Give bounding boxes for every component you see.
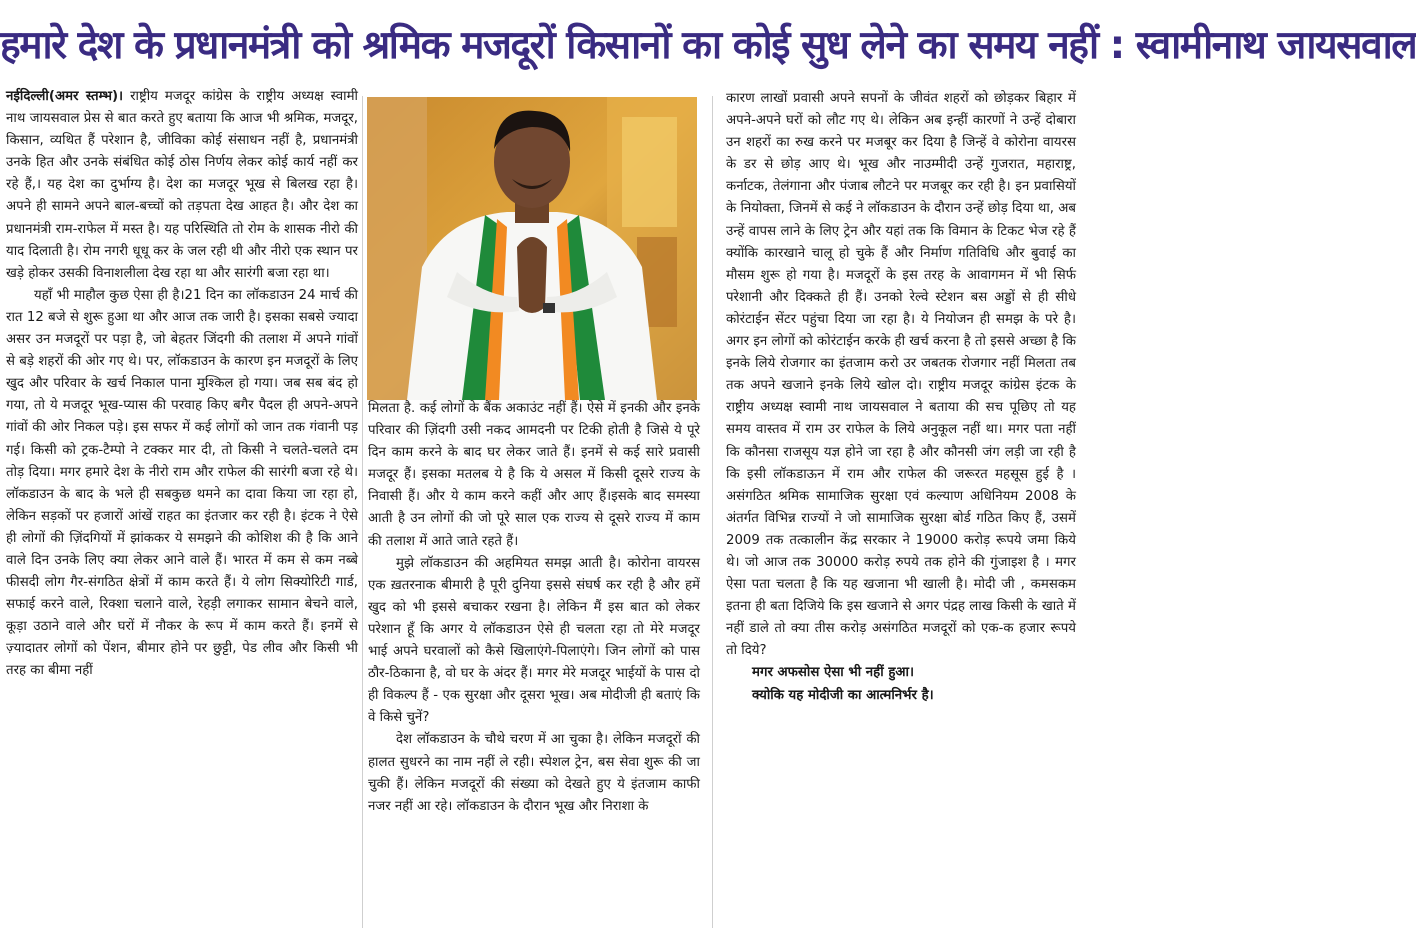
article-column-middle <box>368 398 700 932</box>
paragraph: यहाँ भी माहौल कुछ ऐसा ही है।21 दिन का लॉकडाउन 24 मार्च की रात 12 बजे से शुरू हुआ था और आज तक जारी है। इसका सबसे ज्यादा असर उन मजदूरों पर पड़ा है, जो बेहतर जिंदगी की तलाश में अपने गांवों से बड़े शहरों की ओर गए थे। पर, लॉकडाउन के कारण इन मजदूरों के लिए खुद और परिवार के खर्च निकाल पाना मुश्किल हो गया। जब सब बंद हो गया, तो ये मजदूर भूख-प्यास की परवाह किए बगैर पैदल ही अपने-अपने गांवों की ओर निकल पड़े। इस सफर में कई लोगों को जान तक गंवानी पड़ गई। किसी को ट्रक-टैम्पो ने टक्कर मार दी, तो किसी ने चलते-चलते दम तोड़ दिया। मगर हमारे देश के नीरो राम और राफेल की सारंगी बजा रहे थे। लॉकडाउन के बाद के भले ही सबकुछ थमने का दावा किया जा रहा हो, लेकिन सड़कों पर हजारों आंखें राहत का इंतजार कर रही है। इंटक ने ऐसे ही लोगों की ज़िंदगियों में झांककर ये समझने की कोशिश की है कि आने वाले दिन उनके लिए क्या लेकर आने वाले हैं। भारत में कम से कम नब्बे फीसदी लोग गैर-संगठित क्षेत्रों में काम करते हैं। ये लोग सिक्योरिटी गार्ड, सफाई करने वाले, रिक्शा चलाने वाले, रेहड़ी लगाकर सामान बेचने वाले, कूड़ा उठाने वाले और घरों में नौकर के रूप में काम करते हैं। इनमें से ज़्यादातर लोगों को पेंशन, बीमार होने पर छुट्टी, पेड लीव और किसी भी तरह का बीमा नहीं <box>6 287 358 679</box>
headline: हमारे देश के प्रधानमंत्री को श्रमिक मजदूरों किसानों का कोई सुध लेने का समय नहीं : स्वामीनाथ जायसवाल <box>0 23 1416 68</box>
article-column-right <box>726 88 1076 934</box>
closing-line: मगर अफसोस ऐसा भी नहीं हुआ। <box>752 665 915 681</box>
paragraph: कारण लाखों प्रवासी अपने सपनों के जीवंत शहरों को छोड़कर बिहार में अपने-अपने घरों को लौट गए थे। लेकिन अब इन्हीं कारणों ने उन्हें दोबारा उन शहरों का रुख करने पर मजबूर कर दिया है जिन्हें वे कोरोना वायरस के डर से छोड़ आए थे। भूख और नाउम्मीदी उन्हें गुजरात, महाराष्ट्र, कर्नाटक, तेलंगाना और पंजाब लौटने पर मजबूर कर रही है। इन प्रवासियों के नियोक्ता, जिनमें से कई ने लॉकडाउन के दौरान उन्हें छोड़ दिया था, अब उन्हें वापस लाने के लिए ट्रेन और यहां तक कि विमान के टिकट भेज रहे हैं क्योंकि कारखाने चालू हो चुके हैं और निर्माण गतिविधि और बुवाई का मौसम शुरू हो गया है। मजदूरों के इस तरह के आवागमन में भी सिर्फ परेशानी और दिक्कते ही हैं। उनको रेल्वे स्टेशन बस अड्डों से ही सीधे कोरंटाईन सेंटर पहुंचा दिया जा रहा है। ये नियोजन ही समझ के परे है। अगर इन लोगों को कोरंटाईन करके ही खर्च करना है तो इससे अच्छा है कि इनके लिये रोजगार का इंतजाम करो उर जबतक रोजगार नहीं मिलता तब तक अपने खजाने इनके लिये खोल दो। राष्ट्रीय मजदूर कांग्रेस इंटक के राष्ट्रीय अध्यक्ष स्वामी नाथ जायसवाल ने बताया की सच पूछिए तो यह समय वास्तव में राम उर राफेल के लिये अनुकूल नहीं था। मगर पता नहीं कि कौनसा राजसूय यज्ञ होने जा रहा है और कौनसी जंग लड़ी जा रही है कि इसी लॉकडाऊन में राम और राफेल की जरूरत महसूस हुई है । असंगठित श्रमिक सामाजिक सुरक्षा एवं कल्याण अधिनियम 2008 के अंतर्गत विभिन्न राज्यों ने जो सामाजिक सुरक्षा बोर्ड गठित किए हैं, उसमें 2009 तक तत्कालीन केंद्र सरकार ने 19000 करोड़ रूपये जमा किये थे। जो आज तक 30000 करोड़ रुपये तक होने की गुंजाइश है । मगर ऐसा पता चलता है कि यह खजाना भी खाली है। मोदी जी , कमसकम इतना ही बता दिजिये कि इस खजाने से अगर पंद्रह लाख किसी के खाते में नहीं डाले तो क्या तीस करोड़ असंगठित मजदूरों को एक-क हजार रूपये तो दिये? <box>726 91 1076 659</box>
paragraph: मुझे लॉकडाउन की अहमियत समझ आती है। कोरोना वायरस एक ख़तरनाक बीमारी है पूरी दुनिया इससे संघर्ष कर रही है और हमें खुद को भी इससे बचाकर रखना है। लेकिन मैं इस बात को लेकर परेशान हूँ कि अगर ये लॉकडाउन ऐसे ही चलता रहा तो मेरे मजदूर भाई अपने घरवालों को कैसे खिलाएंगे-पिलाएंगे। जिन लोगों को पास ठौर-ठिकाना है, वो घर के अंदर हैं। मगर मेरे मजदूर भाईयों के पास दो ही विकल्प हैं - एक सुरक्षा और दूसरा भूख। अब मोदीजी ही बताएं कि वे किसे चुनें? <box>368 555 700 726</box>
column-divider <box>362 96 363 928</box>
paragraph: देश लॉकडाउन के चौथे चरण में आ चुका है। लेकिन मजदूरों की हालत सुधरने का नाम नहीं ले रही। स्पेशल ट्रेन, बस सेवा शुरू की जा चुकी हैं। लेकिन मजदूरों की संख्या को देखते हुए ये इंतजाम काफी नजर नहीं आ रहे। लॉकडाउन के दौरान भूख और निराशा के <box>368 732 700 814</box>
paragraph <box>6 86 358 285</box>
article-column-left <box>6 86 358 932</box>
paragraph-text: राष्ट्रीय मजदूर कांग्रेस के राष्ट्रीय अध्यक्ष स्वामी नाथ जायसवाल प्रेस से बात करते हुए बताया कि आज भी श्रमिक, मजदूर, किसान, व्यथित हैं परेशान है, जीविका कोई संसाधन नहीं है, प्रधानमंत्री उनके हित और उनके संबंधित कोई ठोस निर्णय लेकर कोई कार्य नहीं कर रहे हैं,। यह देश का दुर्भाग्य है। देश का मजदूर भूख से बिलख रहा है। अपने ही सामने अपने बाल-बच्चों को तड़पता देख आहत है। और देश का प्रधानमंत्री राम-राफेल में मस्त है। यह परिस्थिति तो रोम के शासक नीरो की याद दिलाती है। रोम नगरी धूधू कर के जल रही थी और नीरो एक स्थान पर खड़े होकर उसकी विनाशलीला देख रहा था और सारंगी बजा रहा था। <box>6 89 358 281</box>
paragraph: मिलता है. कई लोगों के बैंक अकाउंट नहीं हैं। ऐसे में इनकी और इनके परिवार की ज़िंदगी उसी नकद आमदनी पर टिकी होती है जिसे ये पूरे दिन काम करने के बाद घर लेकर जाते हैं। इनमें से कई सारे प्रवासी मजदूर हैं। इसका मतलब ये है कि ये असल में किसी दूसरे राज्य के निवासी हैं। और ये काम करने कहीं और आए हैं।इसके बाद समस्या आती है उन लोगों की जो पूरे साल एक राज्य से दूसरे राज्य में काम की तलाश में आते जाते रहते हैं। <box>368 401 700 549</box>
person-photo-icon <box>367 97 697 400</box>
column-divider <box>712 96 713 928</box>
dateline: नईदिल्ली(अमर स्तम्भ)। <box>6 89 124 104</box>
closing-line: क्योकि यह मोदीजी का आत्मनिर्भर है। <box>752 687 934 703</box>
